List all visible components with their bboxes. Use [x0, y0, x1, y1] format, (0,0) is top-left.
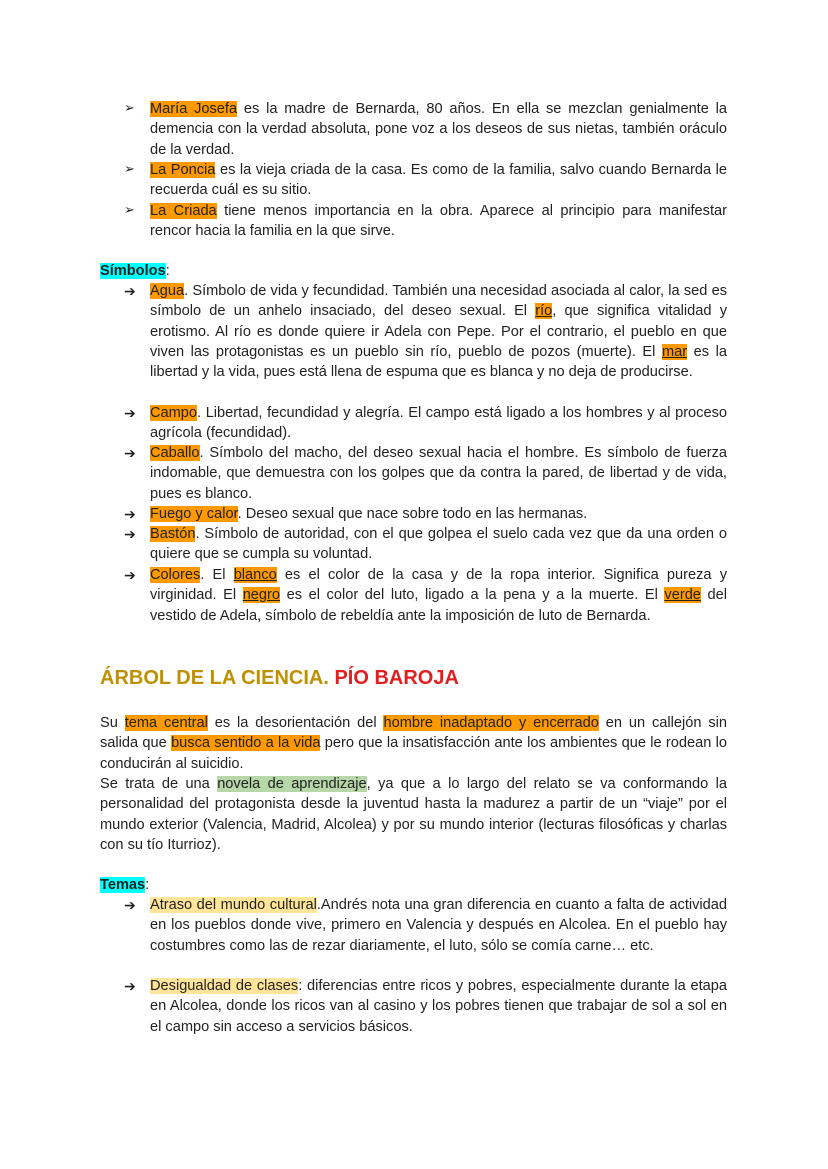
arrow-bullet-icon: ➔ — [124, 978, 136, 994]
symbol-term-negro: negro — [242, 587, 281, 604]
theme-term: Atraso del mundo cultural — [150, 897, 317, 913]
symbol-term: Agua — [150, 283, 185, 299]
intro-paragraph — [100, 713, 727, 774]
arrowhead-bullet-icon: ➢ — [124, 203, 135, 218]
symbol-term: Bastón — [150, 526, 196, 542]
intro-text: en un callejón sin salida que — [100, 715, 727, 752]
symbol-text: . El — [200, 567, 234, 583]
character-name: La Criada — [150, 203, 217, 219]
highlight-novela-aprendizaje: novela de aprendizaje — [217, 776, 367, 792]
symbol-term: Campo — [150, 405, 198, 421]
symbol-text: . Libertad, fecundidad y alegría. El campo está ligado a los hombres y al proceso agrícola (fecundidad). — [150, 405, 727, 442]
section-label: Símbolos — [100, 263, 166, 279]
list-item-maria-josefa — [124, 99, 728, 160]
theme-text: .Andrés nota una gran diferencia en cuanto a falta de actividad en los pueblos donde vive, primero en Valencia y después en Alcolea. En el pueblo hay costumbres como las de rezar diariamente, el luto, sólo se comía carne… etc. — [150, 897, 727, 954]
list-item-campo — [124, 403, 727, 444]
list-item-agua — [124, 281, 727, 382]
character-name: María Josefa — [150, 101, 238, 117]
intro-text: pero que la insatisfacción ante los ambientes que le rodean lo conducirán al suicidio. — [100, 735, 728, 772]
arrowhead-bullet-icon: ➢ — [124, 101, 135, 116]
list-item-baston — [124, 524, 727, 565]
symbol-term-mar: mar — [661, 343, 688, 360]
symbol-term-verde: verde — [664, 587, 701, 604]
colon: : — [145, 877, 150, 893]
character-description: es la vieja criada de la casa. Es como de la familia, salvo cuando Bernarda le recuerda cuál es su sitio. — [150, 162, 727, 199]
character-name: La Poncia — [150, 162, 216, 178]
title-part-book: ÁRBOL DE LA CIENCIA. — [100, 667, 335, 689]
section-title — [100, 664, 459, 692]
intro-text: es la desorientación del — [207, 715, 384, 731]
list-item-fuego — [124, 504, 727, 524]
list-item-la-criada — [124, 201, 728, 242]
arrow-bullet-icon: ➔ — [124, 567, 136, 583]
highlight-tema-central: tema central — [124, 715, 208, 731]
section-heading-simbolos — [100, 261, 170, 281]
list-item-colores — [124, 565, 728, 626]
arrow-bullet-icon: ➔ — [124, 445, 136, 461]
arrow-bullet-icon: ➔ — [124, 405, 136, 421]
symbol-text: es el color del luto, ligado a la pena y a la muerte. El — [280, 587, 665, 604]
highlight-hombre: hombre inadaptado y encerrado — [383, 715, 599, 731]
symbol-term: Fuego y calor — [150, 506, 238, 522]
section-heading-temas — [100, 875, 149, 895]
arrow-bullet-icon: ➔ — [124, 897, 136, 913]
character-description: es la madre de Bernarda, 80 años. En ella se mezclan genialmente la demencia con la verdad absoluta, pone voz a los deseos de sus nietas, también oráculo de la verdad. — [150, 101, 728, 158]
list-item-la-poncia — [124, 160, 727, 201]
symbol-term: Colores — [150, 567, 201, 583]
symbol-term-rio: río — [535, 303, 553, 320]
theme-term: Desigualdad de clases — [150, 978, 299, 994]
section-label: Temas — [100, 877, 146, 893]
symbol-text: . Deseo sexual que nace sobre todo en las hermanas. — [237, 506, 588, 522]
symbol-text: . Símbolo de autoridad, con el que golpea el suelo cada vez que da una orden o quiere que se cumpla su voluntad. — [150, 526, 727, 563]
intro-text: Se trata de una — [100, 776, 218, 792]
symbol-text: es la libertad y la vida, pues está llena de espuma que es blanca y no deja de producirse. — [150, 343, 727, 381]
arrow-bullet-icon: ➔ — [124, 283, 136, 299]
highlight-busca-sentido: busca sentido a la vida — [171, 735, 321, 752]
symbol-text: , que significa vitalidad y erotismo. Al río es donde quiere ir Adela con Pepe. Por el contrario, el pueblo en que viven las protagonistas es un pueblo sin río, pueblo de pozos (muerte). El — [150, 303, 727, 360]
theme-text: : diferencias entre ricos y pobres, especialmente durante la etapa en Alcolea, donde los ricos van al casino y los pobres tienen que trabajar de sol a sol en el campo sin acceso a servicios básicos. — [150, 978, 728, 1035]
symbol-text: del vestido de Adela, símbolo de rebeldía ante la imposición de luto de Bernarda. — [150, 587, 728, 624]
title-part-author: PÍO BAROJA — [334, 667, 459, 689]
colon: : — [165, 263, 170, 279]
intro-text: , ya que a lo largo del relato se va conformando la personalidad del protagonista desde la juventud hasta la madurez a partir de un “viaje” por el mundo exterior (Valencia, Madrid, Alcolea) y por su mundo interior (lecturas filosóficas y charlas con su tío Iturrioz). — [100, 776, 727, 853]
symbol-text: es el color de la casa y de la ropa interior. Significa pureza y virginidad. El — [150, 567, 728, 604]
list-item-atraso — [124, 895, 727, 956]
character-description: tiene menos importancia en la obra. Aparece al principio para manifestar rencor hacia la familia en la que sirve. — [150, 203, 728, 240]
intro-text: Su — [100, 715, 125, 731]
symbol-text: . Símbolo de vida y fecundidad. También una necesidad asociada al calor, la sed es símbolo de un anhelo insaciado, del deseo sexual. El — [150, 283, 727, 320]
list-item-desigualdad — [124, 976, 728, 1037]
list-item-caballo — [124, 443, 727, 504]
intro-paragraph-2 — [100, 774, 727, 855]
symbol-term-blanco: blanco — [233, 567, 277, 583]
symbol-term: Caballo — [150, 445, 200, 461]
arrow-bullet-icon: ➔ — [124, 526, 136, 542]
arrowhead-bullet-icon: ➢ — [124, 162, 135, 177]
arrow-bullet-icon: ➔ — [124, 506, 136, 522]
symbol-text: . Símbolo del macho, del deseo sexual hacia el hombre. Es símbolo de fuerza indomable, que demuestra con los golpes que da contra la pared, de libertad y de vida, pues es blanco. — [150, 445, 727, 502]
